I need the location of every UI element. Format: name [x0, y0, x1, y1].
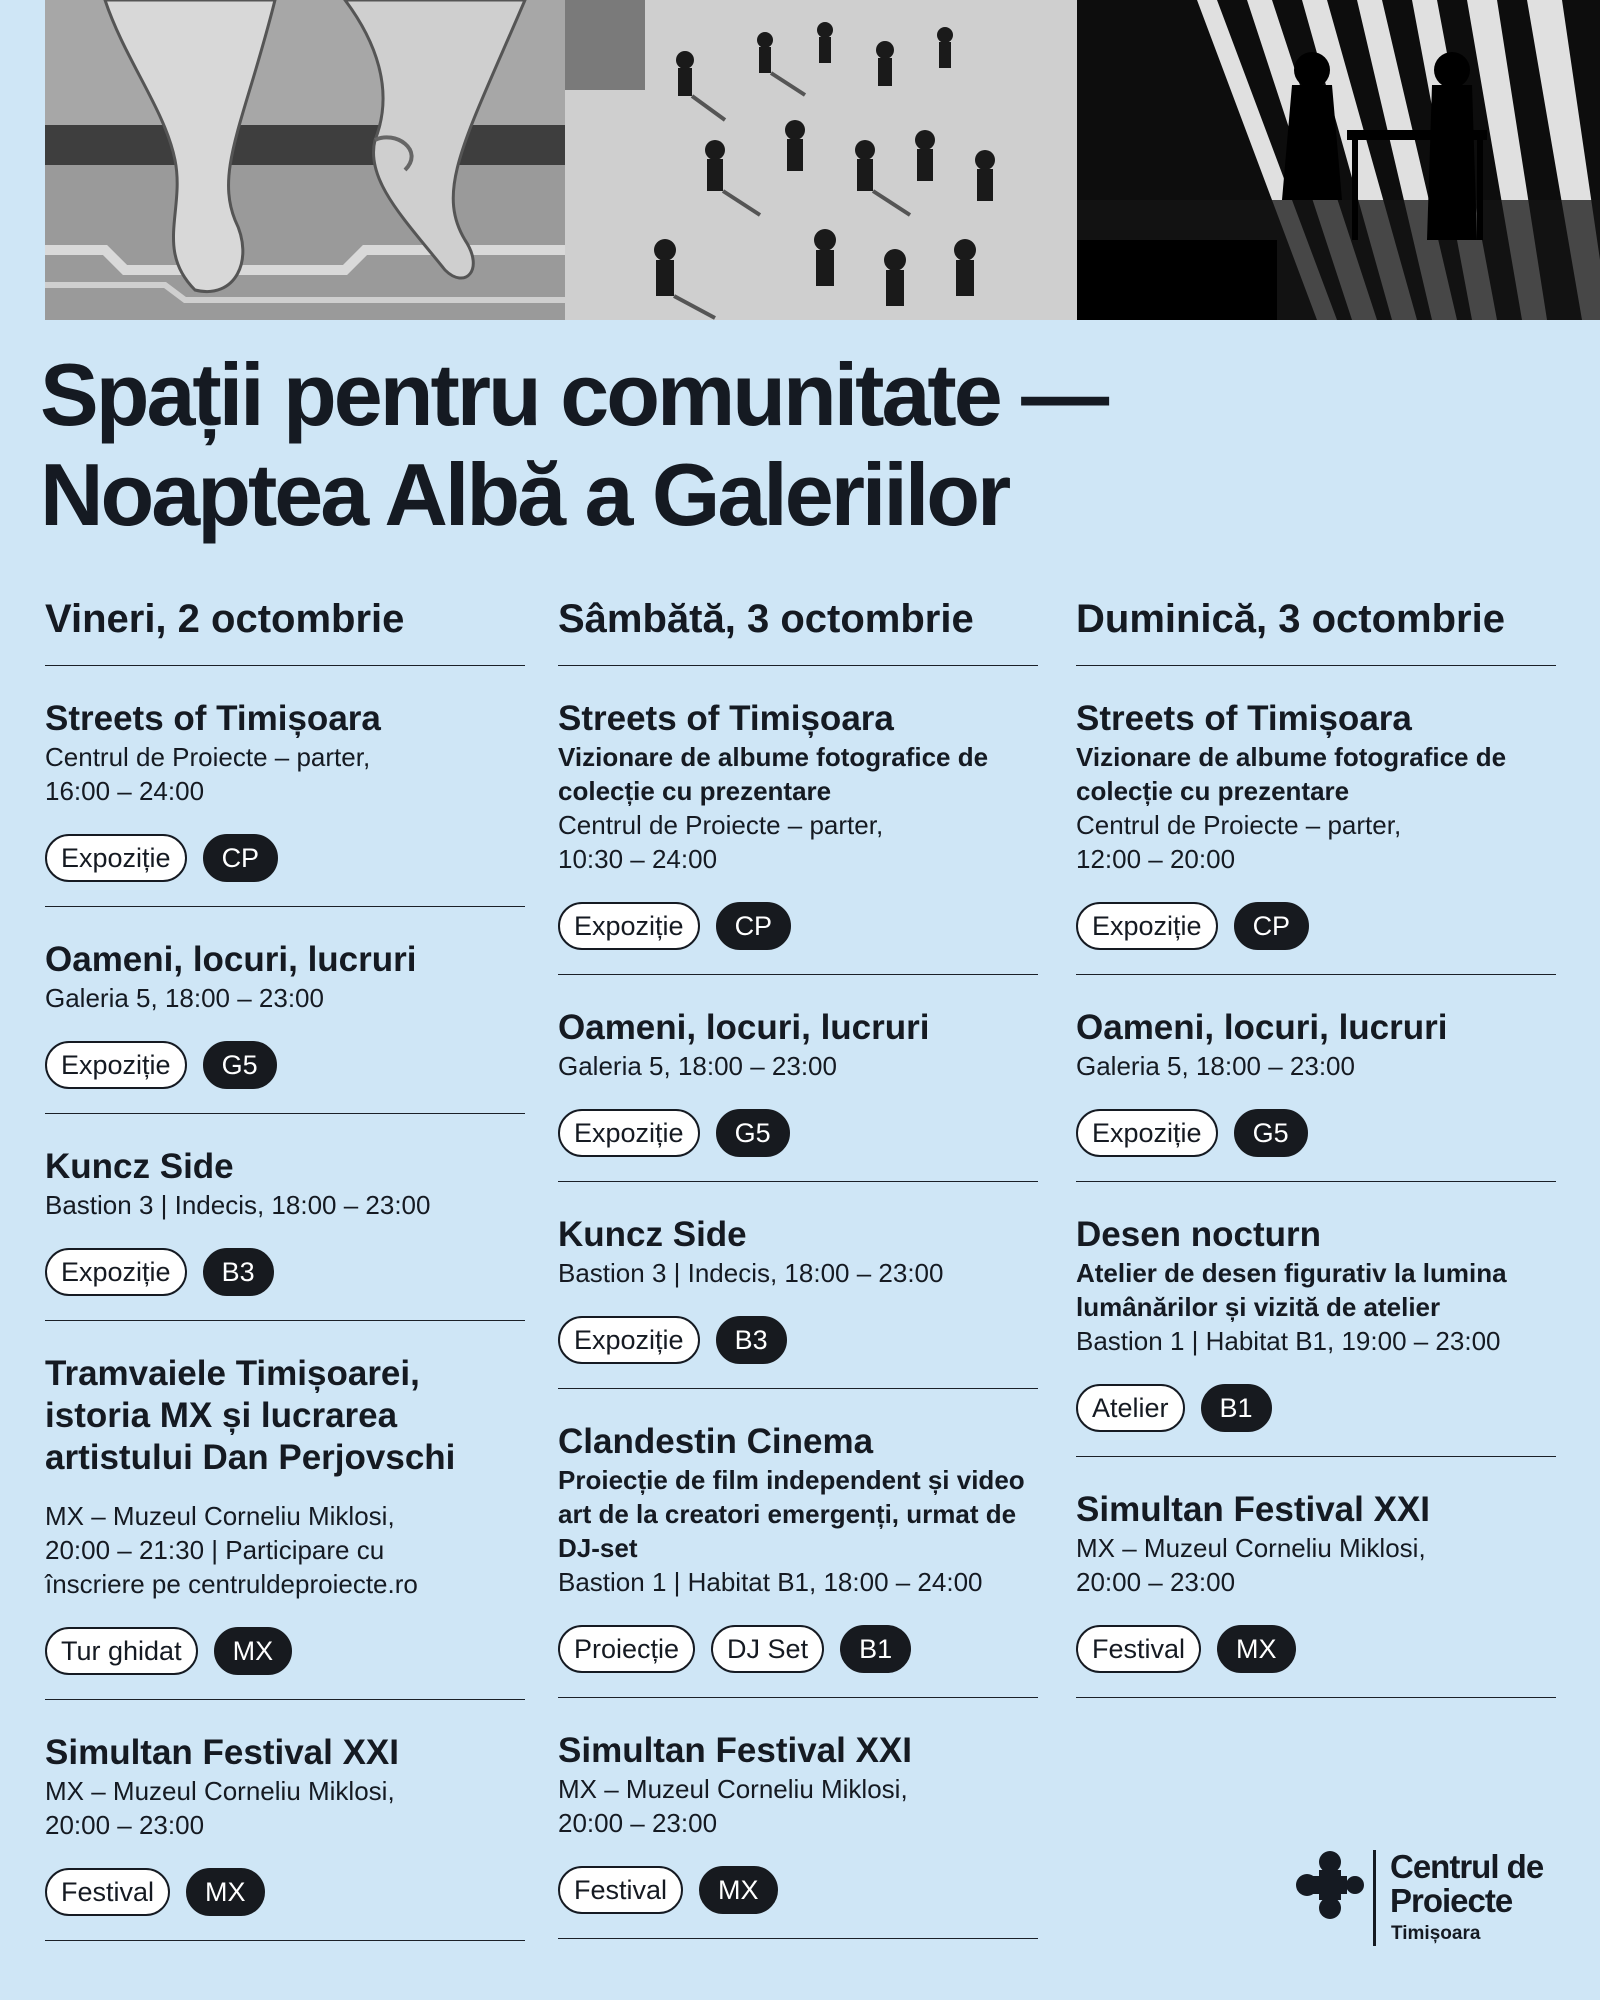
venue-tag: CP: [1234, 902, 1310, 950]
event-tags: [1076, 1384, 1556, 1432]
event-item: [558, 1698, 1038, 1939]
event-location-time: MX – Muzeul Corneliu Miklosi, 20:00 – 23:00: [1076, 1533, 1426, 1597]
event-tags: [558, 1316, 1038, 1364]
category-tag: DJ Set: [711, 1625, 824, 1673]
event-location-time: Bastion 1 | Habitat B1, 19:00 – 23:00: [1076, 1326, 1501, 1356]
event-tags: [45, 1627, 525, 1675]
event-location-time: MX – Muzeul Corneliu Miklosi, 20:00 – 23:00: [558, 1774, 908, 1838]
category-tag: Expoziție: [1076, 902, 1218, 950]
event-tags: [45, 1868, 525, 1916]
day-heading: Sâmbătă, 3 octombrie: [558, 590, 1038, 666]
event-item: [1076, 975, 1556, 1182]
event-title: Tramvaiele Timișoarei, istoria MX și lucrarea artistului Dan Perjovschi: [45, 1354, 456, 1477]
photo-strip: [45, 0, 1600, 320]
event-tags: [558, 1109, 1038, 1157]
logo-text-line1: Centrul de: [1390, 1848, 1544, 1885]
day-column-sunday: [1076, 590, 1556, 1698]
event-title: Streets of Timișoara: [558, 699, 894, 738]
venue-tag: B3: [716, 1316, 787, 1364]
event-title: Simultan Festival XXI: [45, 1733, 399, 1772]
day-column-saturday: [558, 590, 1038, 1939]
event-description: Vizionare de albume fotografice de colecție cu prezentare: [1076, 742, 1507, 806]
event-tags: [45, 1248, 525, 1296]
category-tag: Expoziție: [558, 1109, 700, 1157]
centrul-de-proiecte-logo: [1295, 1850, 1575, 1950]
event-location-time: Centrul de Proiecte – parter, 10:30 – 24:00: [558, 810, 884, 874]
category-tag: Expoziție: [45, 1041, 187, 1089]
event-location-time: Bastion 1 | Habitat B1, 18:00 – 24:00: [558, 1567, 983, 1597]
category-tag: Expoziție: [45, 834, 187, 882]
event-location-time: Centrul de Proiecte – parter, 12:00 – 20:00: [1076, 810, 1402, 874]
event-tags: [45, 834, 525, 882]
page-title-line2: Noaptea Albă a Galeriilor: [40, 445, 1009, 544]
category-tag: Festival: [558, 1866, 683, 1914]
event-tags: [1076, 1625, 1556, 1673]
page-title-line1: Spații pentru comunitate —: [40, 345, 1107, 444]
venue-tag: B3: [203, 1248, 274, 1296]
venue-tag: CP: [203, 834, 279, 882]
venue-tag: B1: [1201, 1384, 1272, 1432]
category-tag: Expoziție: [1076, 1109, 1218, 1157]
event-tags: [45, 1041, 525, 1089]
venue-tag: MX: [1217, 1625, 1296, 1673]
logo-mark-icon: [1295, 1850, 1365, 1920]
event-spacer: [45, 1479, 525, 1499]
day-heading: Duminică, 3 octombrie: [1076, 590, 1556, 666]
category-tag: Festival: [1076, 1625, 1201, 1673]
event-tags: [1076, 1109, 1556, 1157]
event-item: [45, 1700, 525, 1941]
logo-separator: [1373, 1850, 1376, 1946]
event-title: Oameni, locuri, lucruri: [558, 1008, 930, 1047]
event-item: [558, 1389, 1038, 1698]
photo-painting-feet: [45, 0, 565, 320]
event-title: Simultan Festival XXI: [1076, 1490, 1430, 1529]
category-tag: Tur ghidat: [45, 1627, 198, 1675]
event-location-time: MX – Muzeul Corneliu Miklosi, 20:00 – 21:30 | Participare cu înscriere pe centruldeproiecte.ro: [45, 1501, 418, 1599]
event-location-time: Bastion 3 | Indecis, 18:00 – 23:00: [558, 1258, 944, 1288]
venue-tag: G5: [1234, 1109, 1308, 1157]
event-item: [558, 975, 1038, 1182]
event-item: [1076, 1182, 1556, 1457]
venue-tag: CP: [716, 902, 792, 950]
event-item: [558, 1182, 1038, 1389]
event-item: [1076, 666, 1556, 975]
event-location-time: Centrul de Proiecte – parter, 16:00 – 24:00: [45, 742, 371, 806]
event-title: Streets of Timișoara: [1076, 699, 1412, 738]
event-item: [1076, 1457, 1556, 1698]
event-title: Clandestin Cinema: [558, 1422, 874, 1461]
event-title: Streets of Timișoara: [45, 699, 381, 738]
event-location-time: Galeria 5, 18:00 – 23:00: [45, 983, 324, 1013]
event-title: Kuncz Side: [45, 1147, 234, 1186]
category-tag: Expoziție: [45, 1248, 187, 1296]
venue-tag: MX: [186, 1868, 265, 1916]
logo-text-line2: Proiecte: [1390, 1882, 1513, 1919]
event-item: [45, 1321, 525, 1700]
event-title: Oameni, locuri, lucruri: [45, 940, 417, 979]
venue-tag: MX: [699, 1866, 778, 1914]
photo-crowd-square: [565, 0, 1077, 320]
day-heading: Vineri, 2 octombrie: [45, 590, 525, 666]
venue-tag: MX: [214, 1627, 293, 1675]
event-item: [45, 666, 525, 907]
event-item: [558, 666, 1038, 975]
event-tags: [558, 1625, 1038, 1673]
event-description: Proiecție de film independent și video art de la creatori emergenți, urmat de DJ-set: [558, 1465, 1025, 1563]
venue-tag: G5: [716, 1109, 790, 1157]
event-item: [45, 1114, 525, 1321]
category-tag: Atelier: [1076, 1384, 1185, 1432]
venue-tag: B1: [840, 1625, 911, 1673]
event-location-time: Galeria 5, 18:00 – 23:00: [558, 1051, 837, 1081]
event-title: Oameni, locuri, lucruri: [1076, 1008, 1448, 1047]
event-tags: [558, 1866, 1038, 1914]
event-title: Desen nocturn: [1076, 1215, 1322, 1254]
logo-city: Timișoara: [1391, 1923, 1481, 1944]
event-title: Simultan Festival XXI: [558, 1731, 912, 1770]
day-column-friday: [45, 590, 525, 1941]
event-location-time: Bastion 3 | Indecis, 18:00 – 23:00: [45, 1190, 431, 1220]
event-location-time: MX – Muzeul Corneliu Miklosi, 20:00 – 23:00: [45, 1776, 395, 1840]
category-tag: Proiecție: [558, 1625, 695, 1673]
event-item: [45, 907, 525, 1114]
event-description: Vizionare de albume fotografice de colecție cu prezentare: [558, 742, 989, 806]
event-description: Atelier de desen figurativ la lumina lumânărilor și vizită de atelier: [1076, 1258, 1507, 1322]
event-title: Kuncz Side: [558, 1215, 747, 1254]
event-tags: [558, 902, 1038, 950]
category-tag: Expoziție: [558, 1316, 700, 1364]
photo-dj-performance: [1077, 0, 1600, 320]
venue-tag: G5: [203, 1041, 277, 1089]
event-location-time: Galeria 5, 18:00 – 23:00: [1076, 1051, 1355, 1081]
event-tags: [1076, 902, 1556, 950]
page-title: [40, 345, 1240, 545]
category-tag: Expoziție: [558, 902, 700, 950]
category-tag: Festival: [45, 1868, 170, 1916]
